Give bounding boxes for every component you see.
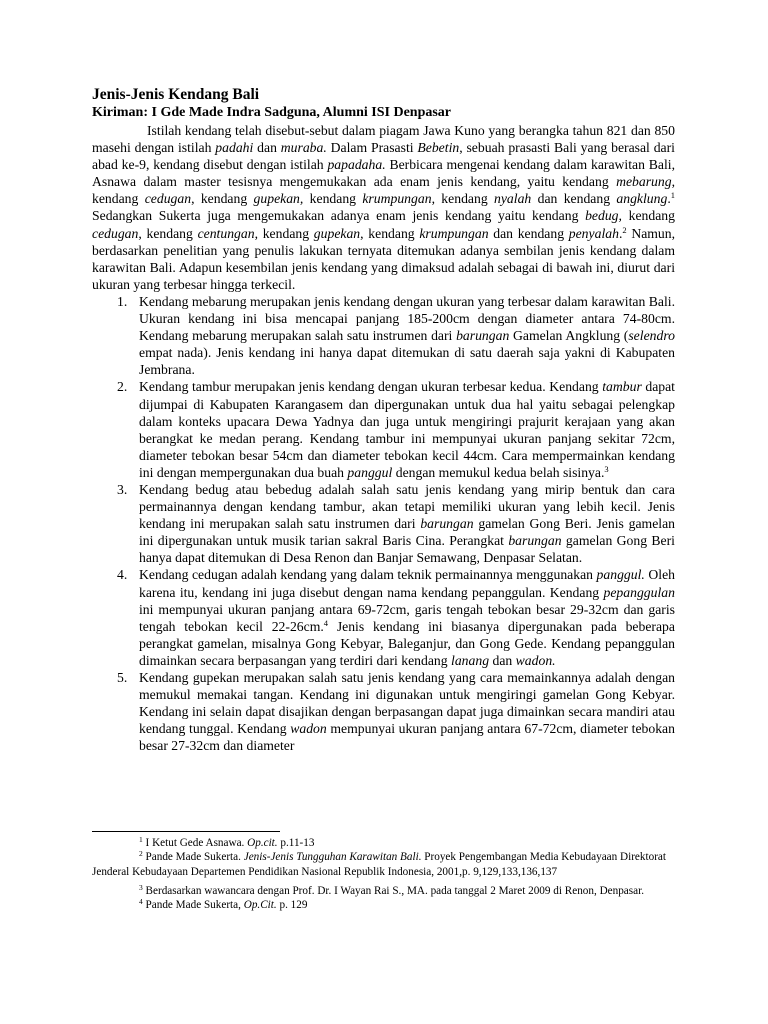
footnote: $^4$ Pande Made Sukerta, Op.Cit. p. 129	[139, 897, 308, 912]
list-item: 5. Kendang gupekan merupakan salah satu jenis kendang yang cara memainkannya adalah dengan memukul memakai tangan. Kendang ini digunakan untuk mengiringi gamelan Gong Kebyar. Kendang ini selain dapat disajikan dengan berpasangan dapat juga dimainkan secara mandiri atau kendang tunggal. Kendang wadon mempunyai ukuran panjang antara 67-72cm, diameter tebokan besar 27-32cm dan diameter	[117, 670, 675, 754]
footnotes-section	[92, 836, 675, 912]
footnote-ref: 3	[604, 463, 609, 474]
footnote-ref: 1	[670, 190, 676, 201]
list-item-number: 5.	[117, 670, 128, 685]
footnote: $^3$ Berdasarkan wawancara dengan Prof. Dr. I Wayan Rai S., MA. pada tanggal 2 Maret 2009 di Renon, Denpasar.	[139, 882, 644, 897]
footnote: $^2$ Pande Made Sukerta. Jenis-Jenis Tungguhan Karawitan Bali. Proyek Pengembangan Media Kebudayaan Direktorat Jenderal Kebudayaan Departemen Pendidikan Nasional Republik Indonesia, 2001,p. 9,129,133,136,137	[92, 849, 666, 878]
document-title: Jenis-Jenis Kendang Bali	[92, 86, 260, 103]
document-body	[92, 86, 675, 754]
list-item: 1. Kendang mebarung merupakan jenis kendang dengan ukuran yang terbesar dalam karawitan Bali. Ukuran kendang ini bisa mencapai panjang 185-200cm dengan diameter antara 74-80cm. Kendang mebarung merupakan salah satu instrumen dari barungan Gamelan Angklung (selendro empat nada). Jenis kendang ini hanya dapat ditemukan di satu daerah saja yakni di Kabupaten Jembrana.	[117, 293, 675, 378]
list-item: 2. Kendang tambur merupakan jenis kendang dengan ukuran terbesar kedua. Kendang tambur dapat dijumpai di Kabupaten Karangasem dan dipergunakan untuk dua hal yaitu sebagai pelengkap dalam konteks upacara Dewa Yadnya dan juga untuk mengiringi prajurit kerajaan yang akan berangkat ke medan perang. Kendang tambur ini mempunyai ukuran panjang sekitar 72cm, diameter tebokan besar 54cm dan diameter tebokan kecil 44cm. Cara mempermainkan kendang ini dengan mempergunakan dua buah panggul dengan memukul kedua belah sisinya.$^3$	[117, 379, 675, 480]
intro-paragraph: Istilah kendang telah disebut-sebut dalam piagam Jawa Kuno yang berangka tahun 821 dan 850 masehi dengan istilah padahi dan muraba. Dalam Prasasti Bebetin, sebuah prasasti Bali yang berasal dari abad ke-9, kendang disebut dengan istilah papadaha. Berbicara mengenai kendang dalam karawitan Bali, Asnawa dalam master tesisnya mengemukakan ada enam jenis kendang, yaitu kendang mebarung, kendang cedugan, kendang gupekan, kendang krumpungan, kendang nyalah dan kendang angklung.$^1$ Sedangkan Sukerta juga mengemukakan adanya enam jenis kendang yaitu kendang bedug, kendang cedugan, kendang centungan, kendang gupekan, kendang krumpungan dan kendang penyalah.$^2$ Namun, berdasarkan penelitian yang penulis lakukan ternyata ditemukan adanya sembilan jenis kendang dalam karawitan Bali. Adapun kesembilan jenis kendang yang dimaksud adalah sebagai di bawah ini, diurut dari ukuran yang terbesar hingga terkecil.	[92, 123, 676, 292]
list-item-number: 1.	[117, 293, 128, 309]
footnote-ref: 4	[323, 617, 329, 628]
document-byline: Kiriman: I Gde Made Indra Sadguna, Alumni ISI Denpasar	[92, 105, 452, 120]
footnote-divider	[92, 831, 280, 832]
list-item-number: 3.	[117, 481, 128, 497]
kendang-list	[92, 293, 675, 755]
list-item-number: 4.	[117, 567, 128, 583]
list-item: 4. Kendang cedugan adalah kendang yang dalam teknik permainannya menggunakan panggul. Oleh karena itu, kendang ini juga disebut dengan nama kendang pepanggulan. Kendang pepanggulan ini mempunyai ukuran panjang antara 69-72cm, garis tengah tebokan besar 29-32cm dan garis tengah tebokan kecil 22-26cm.$^4$ Jenis kendang ini biasanya dipergunakan pada beberapa perangkat gamelan, misalnya Gong Kebyar, Baleganjur, dan Gong Gede. Kendang pepanggulan dimainkan secara berpasangan yang terdiri dari kendang lanang dan wadon.	[117, 567, 675, 668]
footnote: $^1$ I Ketut Gede Asnawa. Op.cit. p.11-13	[139, 835, 315, 849]
list-item-number: 2.	[117, 379, 128, 395]
list-item: 3. Kendang bedug atau bebedug adalah salah satu jenis kendang yang mirip bentuk dan cara permainannya dengan kendang tambur, akan tetapi memiliki ukuran yang lebih kecil. Jenis kendang ini merupakan salah satu instrumen dari barungan gamelan Gong Beri. Jenis gamelan ini dipergunakan untuk musik tarian sakral Baris Cina. Perangkat barungan gamelan Gong Beri hanya dapat ditemukan di Desa Renon dan Banjar Semawang, Denpasar Selatan.	[117, 481, 675, 566]
footnote-ref: 2	[622, 224, 627, 235]
